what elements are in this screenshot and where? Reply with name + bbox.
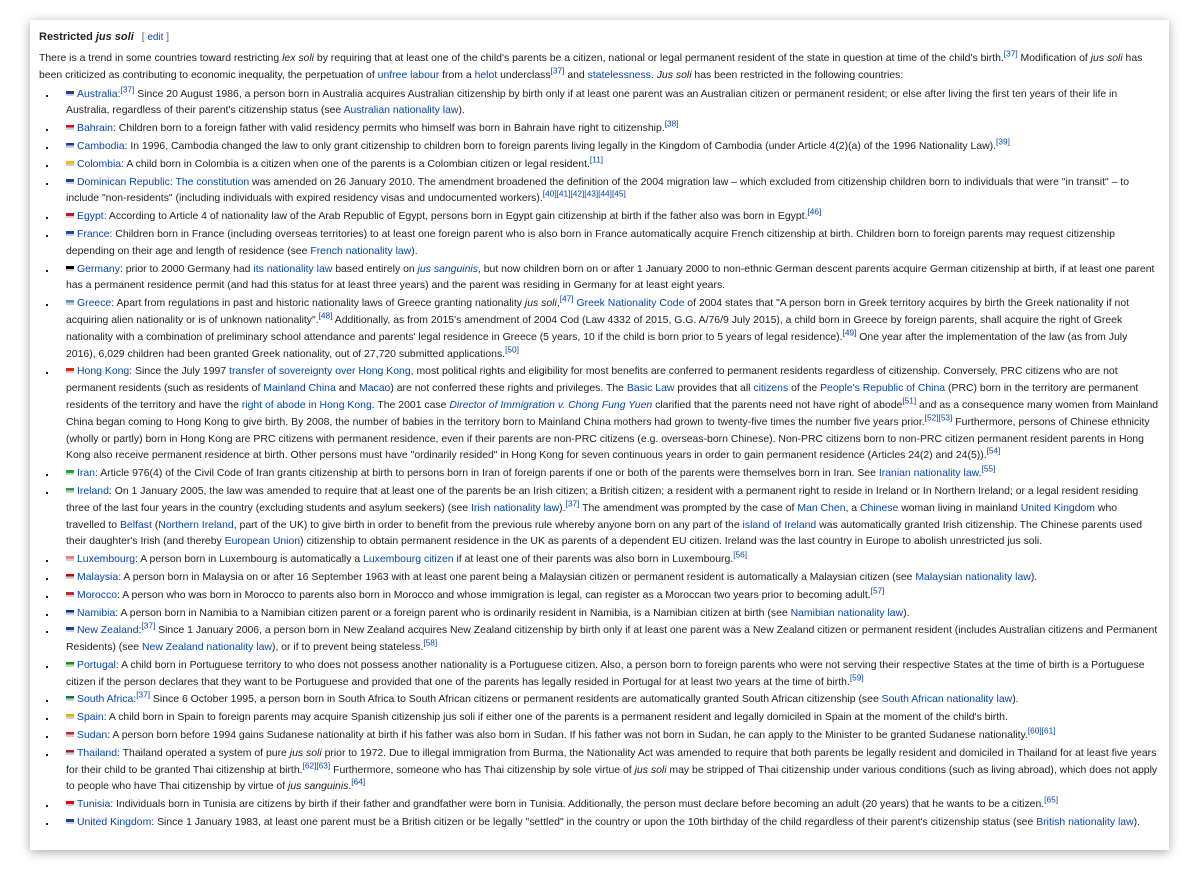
list-item-south-africa xyxy=(39,692,1159,709)
item-text: Since 1 January 2006, a person born in New Zealand acquires New Zealand citizenship by birth only if at least one parent was a New Zealand citizen or permanent resident (includes Australian citizens and Permanent Residents) (see xyxy=(66,625,1158,654)
citation-link[interactable]: [11] xyxy=(589,154,604,165)
morocco-link[interactable]: Morocco xyxy=(77,589,118,601)
namibia-link[interactable]: Namibia xyxy=(77,607,116,619)
citation-link[interactable]: [64] xyxy=(351,776,366,787)
item-text: and xyxy=(335,383,360,395)
item-text: ). xyxy=(1133,817,1141,829)
intro-paragraph xyxy=(39,48,1159,85)
citation-link[interactable]: [37] xyxy=(1003,48,1018,59)
ireland-flag-icon xyxy=(66,488,74,493)
iran-flag-icon xyxy=(66,470,74,475)
item-text: Furthermore, someone who has Thai citizenship by sole virtue of xyxy=(330,764,635,776)
item-text: : A child born in Spain to foreign parents may acquire Spanish citizenship jus soli if either one of the parents is a permanent resident and legally domiciled in Spain at the moment of the child's birth. xyxy=(103,712,1008,724)
item-text: : A child born in Portuguese territory to who does not possess another nationality is a Portuguese citizen. Also, a person born to foreign parents who were not serving their respective States at the time of birth is a Portuguese citizen if the person declares that they want to be Portuguese and provided that one of the parents has legally resided in Portugal for at least two years at the time of birth. xyxy=(66,659,1145,688)
item-text: Since 20 August 1986, a person born in Australia acquires Australian citizenship by birth only if at least one parent was an Australian citizen or permanent resident; or else after living the first ten years of their life in Australia, regardless of their parent's citizenship status (see xyxy=(66,88,1118,117)
case-name-italic: Director of Immigration v. Chong Fung Yuen xyxy=(449,399,653,411)
bullet xyxy=(46,754,48,756)
bullet xyxy=(46,805,48,807)
citation-link[interactable]: [40][41][42][43][44][45] xyxy=(542,188,626,199)
new-zealand-nationality-law-link[interactable]: New Zealand nationality law xyxy=(142,642,272,654)
section-title-prefix: Restricted xyxy=(39,31,96,43)
item-text: : Since 1 January 1983, at least one parent must be a British citizen or be legally "settled" in the country or upon the 10th birthday of the child regardless of their parent's citizenship status (see xyxy=(151,817,1037,829)
dominican-republic-flag-icon xyxy=(66,179,74,184)
bullet xyxy=(46,736,48,738)
item-text: : A person born before 1994 gains Sudanese nationality at birth if his father was also born in Sudan. If his father was not born in Sudan, he can apply to the Minister to be granted Sudanese nationality. xyxy=(107,730,1028,742)
item-text: : In 1996, Cambodia changed the law to only grant citizenship to children born to foreign parents living legally in the Kingdom of Cambodia (under Article 4(2)(a) of the 1996 Nationality Law). xyxy=(124,140,997,152)
item-text: : According to Article 4 of nationality law of the Arab Republic of Egypt, persons born in Egypt gain citizenship at birth if the father also was born in Egypt. xyxy=(103,211,808,223)
portugal-link[interactable]: Portugal xyxy=(77,659,116,671)
item-text: : A person born in Namibia to a Namibian citizen parent or a foreign parent who is ordinarily resident in Namibia, is a Namibian citizen at birth (see xyxy=(115,607,791,619)
bullet xyxy=(46,718,48,720)
item-text: : On 1 January 2005, the law was amended to require that at least one of the parents be an Irish citizen; a British citizen; a resident with a permanent right to reside in Ireland or In Northern Ireland; or a legal resident residing three of the last four years in the country (excluding students and asylum seekers) (see xyxy=(66,485,1139,514)
bullet xyxy=(46,183,48,185)
item-text: : A person born in Luxembourg is automatically a xyxy=(135,554,364,566)
bullet xyxy=(46,596,48,598)
citation-link[interactable]: [62][63] xyxy=(302,760,331,771)
luxembourg-flag-icon xyxy=(66,556,74,561)
item-text: : A person born in Malaysia on or after 16 September 1963 with at least one parent being a Malaysian citizen or permanent resident is automatically a Malaysian citizen (see xyxy=(118,571,916,583)
hong-kong-flag-icon xyxy=(66,368,74,373)
south-african-nationality-law-link[interactable]: South African nationality law xyxy=(881,694,1013,706)
list-item-portugal xyxy=(39,658,1159,692)
list-item-malaysia xyxy=(39,570,1159,587)
italic-term: jus soli xyxy=(289,747,322,759)
item-text: : xyxy=(138,625,142,637)
citation-link[interactable]: [38] xyxy=(664,118,679,129)
item-text: . xyxy=(978,468,982,480)
macao-link[interactable]: Macao xyxy=(359,383,391,395)
item-text: (PRC) born in the territory are permanent residents of the territory and have the xyxy=(66,383,1139,411)
item-text: was amended on 26 January 2010. The amendment broadened the definition of the 2004 migration law – which excluded from citizenship children born to individuals that were "in transit" – to include "non-residents" (including individuals with expired residency visas and undocumented workers). xyxy=(66,176,1129,205)
list-item-ireland xyxy=(39,484,1159,551)
australia-link[interactable]: Australia xyxy=(77,88,118,100)
item-text: : A person who was born in Morocco to parents also born in Morocco and whose immigration is legal, can register as a Moroccan two years prior to becoming adult. xyxy=(117,589,871,601)
south-africa-link[interactable]: South Africa xyxy=(77,694,134,706)
united-kingdom-flag-icon xyxy=(66,819,74,824)
french-nationality-law-link[interactable]: French nationality law xyxy=(310,245,412,257)
item-text: , part of the UK) to give birth in order to benefit from the previous rule whereby anyone born on any part of the xyxy=(233,519,743,531)
list-item-thailand xyxy=(39,746,1159,796)
citation-link[interactable]: [58] xyxy=(423,637,438,648)
bullet xyxy=(46,823,48,825)
item-text: : A child born in Colombia is a citizen when one of the parents is a Colombian citizen or legal resident. xyxy=(121,158,590,170)
bullet xyxy=(46,304,48,306)
item-text: : xyxy=(169,176,176,188)
colombia-flag-icon xyxy=(66,161,74,166)
greece-link[interactable]: Greece xyxy=(77,298,112,310)
citation-link[interactable]: [65] xyxy=(1044,794,1059,805)
tunisia-flag-icon xyxy=(66,801,74,806)
united-kingdom-link[interactable]: United Kingdom xyxy=(1020,502,1095,514)
item-text: ). xyxy=(559,502,566,514)
jus-sanguinis-link[interactable] xyxy=(418,264,478,275)
item-text: prior to 1972. Due to illegal immigration from Burma, the Nationality Act was amended to require that both parents be legally resident and domiciled in Thailand for at least five years for their child to be granted Thai citizenship at birth. xyxy=(66,747,1157,776)
bullet xyxy=(46,129,48,131)
greek-nationality-code-link[interactable]: Greek Nationality Code xyxy=(576,298,685,310)
item-text: ). xyxy=(1030,571,1038,583)
section-title-italic: jus soli xyxy=(95,31,134,43)
bullet xyxy=(46,614,48,616)
list-item-luxembourg xyxy=(39,549,1159,569)
belfast-link[interactable]: Belfast xyxy=(119,519,152,531)
list-item-united-kingdom xyxy=(39,815,1159,832)
list-item-colombia xyxy=(39,154,1159,174)
list-item-namibia xyxy=(39,606,1159,623)
intro-italic-term: Jus soli xyxy=(656,69,692,81)
chong-fung-yuen-case-link[interactable] xyxy=(449,400,652,411)
italic-term: jus soli xyxy=(634,764,667,776)
intro-text: from a xyxy=(439,69,475,81)
hong-kong-link[interactable]: Hong Kong xyxy=(77,366,130,378)
citation-link[interactable]: [47] xyxy=(559,293,574,304)
sudan-link[interactable]: Sudan xyxy=(77,730,108,742)
citation-link[interactable]: [46] xyxy=(807,206,822,217)
item-text: ). xyxy=(411,245,418,257)
list-item-iran xyxy=(39,463,1159,483)
item-text: . The 2001 case xyxy=(371,399,450,411)
france-link[interactable]: France xyxy=(77,228,110,240)
northern-ireland-link[interactable]: Northern Ireland xyxy=(158,519,234,531)
basic-law-link[interactable]: Basic Law xyxy=(626,383,675,395)
luxembourg-link[interactable]: Luxembourg xyxy=(77,554,136,566)
item-text: ). xyxy=(458,105,465,117)
item-text: Additionally, as from 2015's amendment of 2004 Cod (Law 4332 of 2015, G.G. A/76/9 July 2015), a child born in Greece by foreign parents, shall acquire the right of Greek nationality with a combination of preliminary school attendance and parents' legal residence in Greece (5 years, 10 if the child is born prior to 5 years of legal residence). xyxy=(66,314,1123,343)
united-kingdom-link[interactable]: United Kingdom xyxy=(77,817,152,829)
citation-link[interactable]: [48] xyxy=(318,310,333,321)
item-text: of the xyxy=(788,383,821,395)
citation-link[interactable]: [54] xyxy=(986,445,1001,456)
namibia-flag-icon xyxy=(66,610,74,615)
statelessness-link[interactable]: statelessness xyxy=(587,69,651,81)
list-item-greece xyxy=(39,293,1159,363)
list-item-dominican-republic xyxy=(39,175,1159,209)
iran-link[interactable]: Iran xyxy=(77,468,95,480)
egypt-flag-icon xyxy=(66,213,74,218)
item-text: ( xyxy=(151,519,159,531)
egypt-link[interactable]: Egypt xyxy=(77,211,104,223)
thailand-link[interactable]: Thailand xyxy=(77,747,118,759)
citation-link[interactable]: [50] xyxy=(505,344,519,355)
citation-link[interactable]: [52][53] xyxy=(924,412,953,423)
intro-italic-term: jus soli xyxy=(1090,53,1123,64)
item-text: ). xyxy=(903,607,910,619)
intro-text: There is a trend in some countries toward restricting xyxy=(39,53,283,64)
bullet xyxy=(46,372,48,374)
european-union-link[interactable]: European Union xyxy=(224,536,301,548)
malaysia-flag-icon xyxy=(66,574,74,579)
item-text: and as a consequence many women from Mainland China began coming to Hong Kong to give birth. By 2008, the number of babies in the territory born to Mainland China mothers had grown to twenty-five times the number five years prior. xyxy=(66,399,1159,428)
portugal-flag-icon xyxy=(66,662,74,667)
bullet xyxy=(46,700,48,702)
list-item-tunisia xyxy=(39,794,1159,814)
colombia-link[interactable]: Colombia xyxy=(77,158,122,170)
intro-text: and xyxy=(564,69,588,81)
citation-link[interactable]: [56] xyxy=(733,549,748,560)
item-text: who travelled to xyxy=(66,502,1118,531)
country-list xyxy=(39,84,1159,832)
bullet xyxy=(46,95,48,97)
item-text: ) citizenship to obtain permanent residence in the UK as parents of a dependent EU citizen. Ireland was the last country in Europe to abolish unrestricted jus soli. xyxy=(300,536,1043,548)
citation-link[interactable]: [57] xyxy=(870,585,885,596)
list-item-australia: Australia:[37] Since 20 August 1986, a person born in Australia acquires Australian citizenship by birth only if at least one parent was an Australian citizen or permanent resident; or else after living the first ten years of their life in Australia, regardless of their parent's citizenship status (see Australian nationality law). xyxy=(39,87,1159,121)
list-item-cambodia xyxy=(39,136,1159,156)
transfer-of-sovereignty-link[interactable]: transfer of sovereignty over Hong Kong xyxy=(229,366,411,378)
malaysia-link[interactable]: Malaysia xyxy=(77,571,119,583)
item-text: One year after the implementation of the law (as from July 2016), 6,029 children had been granted Greek nationality, out of 27,720 submitted applications. xyxy=(66,331,1128,360)
constitution-link[interactable]: The constitution xyxy=(175,176,250,188)
item-text: of 2004 states that "A person born in Greek territory acquires by birth the Greek nationality if not acquiring alien nationality or is of unknown nationality". xyxy=(66,298,1130,326)
bullet xyxy=(46,492,48,494)
dominican-republic-link[interactable]: Dominican Republic xyxy=(77,176,170,188)
citation-link[interactable]: [39] xyxy=(996,136,1010,147)
citation-link[interactable]: [60][61] xyxy=(1027,725,1056,736)
intro-text: has been restricted in the following countries: xyxy=(691,69,904,81)
citation-link[interactable]: [37] xyxy=(136,690,151,700)
citation-link[interactable]: [55] xyxy=(981,463,996,474)
greece-flag-icon xyxy=(66,300,74,305)
item-text: : Article 976(4) of the Civil Code of Iran grants citizenship at birth to persons born in Iran of foreign parents if one or both of the parents were themselves born in Iran. See xyxy=(95,468,879,480)
bahrain-link[interactable]: Bahrain xyxy=(77,123,113,135)
item-text: Furthermore, persons of Chinese ethnicity (wholly or partly) born in Hong Kong are PRC citizens with permanent residence, even if their parents are non-PRC citizens (e.g. overseas-born Chinese). Non-PRC citizens born to non-PRC citizen permanent resident parents in Hong Kong also receive permanent residence at birth. Other persons must have "ordinarily resided" in Hong Kong for seven continuous years in order to gain permanent residence (Articles 24(2) and 24(5)). xyxy=(66,416,1150,462)
bullet xyxy=(46,578,48,580)
item-text: if at least one of their parents was also born in Luxembourg. xyxy=(453,554,734,566)
list-item-bahrain xyxy=(39,118,1159,138)
citation-link[interactable]: [37] xyxy=(550,65,565,76)
luxembourg-citizen-link[interactable]: Luxembourg citizen xyxy=(363,554,454,566)
cambodia-flag-icon xyxy=(66,143,74,148)
item-text: ) are not conferred these rights and privileges. The xyxy=(390,383,627,395)
intro-text: has been criticized as contributing to economic inequality, the perpetuation of xyxy=(39,53,1143,81)
item-text: ). xyxy=(1012,694,1019,706)
list-item-hong-kong xyxy=(39,364,1159,465)
ireland-link[interactable]: Ireland xyxy=(77,485,109,497)
article-content xyxy=(30,20,1169,832)
item-text: , but now children born on or after 1 January 2000 to non-ethnic German descent parents acquire German citizenship at birth, if at least one parent has a permanent residence permit (and had this status for at least three years) and the parent was residing in Germany for at least eight years. xyxy=(66,263,1155,292)
item-text: : Apart from regulations in past and historic nationality laws of Greece granting nationality xyxy=(111,298,525,310)
malaysian-nationality-law-link[interactable]: Malaysian nationality law xyxy=(915,571,1031,583)
item-text: The amendment was prompted by the case of xyxy=(579,502,798,514)
australian-nationality-law-link[interactable]: Australian nationality law xyxy=(343,105,459,117)
item-text: : Children born in France (including overseas territories) to at least one foreign parent who is also born in France automatically acquire French citizenship at birth. Children born to foreign parents may request citizenship depending on their age and length of residence (see xyxy=(66,228,1115,257)
list-item-france xyxy=(39,227,1159,261)
citation-link[interactable]: [59] xyxy=(849,672,864,683)
thailand-flag-icon xyxy=(66,750,74,755)
unfree-labour-link[interactable]: unfree labour xyxy=(377,69,440,81)
france-flag-icon xyxy=(66,231,74,236)
germany-flag-icon xyxy=(66,266,74,271)
south-africa-flag-icon xyxy=(66,696,74,701)
citation-link[interactable]: [37] xyxy=(120,84,135,95)
bullet xyxy=(46,560,48,562)
list-item-sudan xyxy=(39,725,1159,745)
item-text: Since 6 October 1995, a person born in South Africa to South African citizens or permanent residents are automatically granted South African citizenship (see xyxy=(150,694,882,706)
new-zealand-flag-icon xyxy=(66,627,74,632)
list-item-egypt xyxy=(39,206,1159,226)
intro-italic-term: lex soli xyxy=(282,53,314,64)
section-heading xyxy=(39,30,1159,45)
item-text: : Since the July 1997 xyxy=(129,366,230,378)
nationality-law-link[interactable]: its nationality law xyxy=(253,263,333,275)
man-chen-link[interactable]: Man Chen xyxy=(797,502,846,514)
item-text: woman living in mainland xyxy=(898,502,1021,514)
australia-flag-icon xyxy=(66,91,74,96)
iranian-nationality-law-link[interactable]: Iranian nationality law xyxy=(878,468,979,480)
list-item-germany xyxy=(39,262,1159,296)
citation-link[interactable]: [37] xyxy=(141,620,156,631)
tunisia-link[interactable]: Tunisia xyxy=(77,799,111,811)
bullet xyxy=(46,666,48,668)
citizens-link[interactable]: citizens xyxy=(753,383,789,395)
right-of-abode-link[interactable]: right of abode in Hong Kong xyxy=(241,399,372,411)
prc-link[interactable]: People's Republic of China xyxy=(820,383,946,395)
item-text: ), or if to prevent being stateless. xyxy=(271,642,424,654)
item-text: based entirely on xyxy=(332,263,418,275)
citation-link[interactable]: [37] xyxy=(565,498,580,509)
edit-section xyxy=(142,32,169,43)
bullet xyxy=(46,165,48,167)
item-text: : Individuals born in Tunisia are citizens by birth if their father and grandfather were born in Tunisia. Additionally, the person must declare before becoming an adult (20 years) that he wants to be a citizen. xyxy=(110,799,1045,811)
mainland-china-link[interactable]: Mainland China xyxy=(263,383,336,395)
jus-sanguinis-italic: jus sanguinis xyxy=(417,263,478,275)
item-text: was automatically granted Irish citizenship. The Chinese parents used their daughter's Irish (and thereby xyxy=(66,519,1143,548)
italic-term: jus soli xyxy=(524,298,557,310)
item-text: clarified that the parents need not have right of abode xyxy=(652,399,903,411)
namibian-nationality-law-link[interactable]: Namibian nationality law xyxy=(790,607,904,619)
item-text: may be stripped of Thai citizenship under various conditions (such as living abroad), which does not apply to people who have Thai citizenship by virtue of xyxy=(66,764,1158,793)
list-item-new-zealand xyxy=(39,620,1159,657)
spain-flag-icon xyxy=(66,714,74,719)
edit-bracket-close: ] xyxy=(166,32,170,43)
item-text: : Children born to a foreign father with valid residency permits who himself was born in Bahrain have right to citizenship. xyxy=(112,123,665,135)
island-of-ireland-link[interactable]: island of Ireland xyxy=(742,519,817,531)
british-nationality-law-link[interactable]: British nationality law xyxy=(1036,817,1134,829)
item-text: , most political rights and eligibility for most benefits are conferred to permanent residents regardless of citizenship. Conversely, PRC citizens who are not permanent residents (such as residents of xyxy=(66,366,1118,395)
intro-text: underclass xyxy=(497,69,551,81)
list-item-morocco xyxy=(39,585,1159,605)
irish-nationality-law-link[interactable]: Irish nationality law xyxy=(470,502,560,514)
bullet xyxy=(46,270,48,272)
helot-link[interactable]: helot xyxy=(474,69,498,81)
sudan-flag-icon xyxy=(66,732,74,737)
bahrain-flag-icon xyxy=(66,125,74,130)
spain-link[interactable]: Spain xyxy=(77,712,104,724)
item-text: , xyxy=(556,298,560,310)
citation-link[interactable]: [51] xyxy=(902,395,917,406)
citation-link[interactable]: [49] xyxy=(842,327,857,338)
bullet xyxy=(46,474,48,476)
bullet xyxy=(46,147,48,149)
item-text: . xyxy=(348,781,352,793)
cambodia-link[interactable]: Cambodia xyxy=(77,140,125,152)
bullet xyxy=(46,631,48,633)
item-text: provides that all xyxy=(674,383,754,395)
bullet xyxy=(46,235,48,237)
new-zealand-link[interactable]: New Zealand xyxy=(77,625,139,637)
screenshot-frame xyxy=(30,20,1169,850)
item-text: , a xyxy=(845,502,861,514)
italic-term: jus sanguinis xyxy=(288,781,349,793)
chinese-link[interactable]: Chinese xyxy=(860,502,899,514)
list-item-spain xyxy=(39,710,1159,727)
intro-text: Modification of xyxy=(1017,53,1091,64)
intro-text: . xyxy=(650,69,657,81)
item-text: : Thailand operated a system of pure xyxy=(117,747,290,759)
bullet xyxy=(46,217,48,219)
intro-text: by requiring that at least one of the child's parents be a citizen, national or legal permanent resident of the state in question at time of the child's birth. xyxy=(313,53,1004,64)
morocco-flag-icon xyxy=(66,592,74,597)
germany-link[interactable]: Germany xyxy=(77,263,120,275)
edit-bracket-open: [ xyxy=(141,32,145,43)
item-text: : xyxy=(133,694,137,706)
edit-section-link[interactable]: edit xyxy=(147,32,164,43)
item-text: : prior to 2000 Germany had xyxy=(119,263,254,275)
